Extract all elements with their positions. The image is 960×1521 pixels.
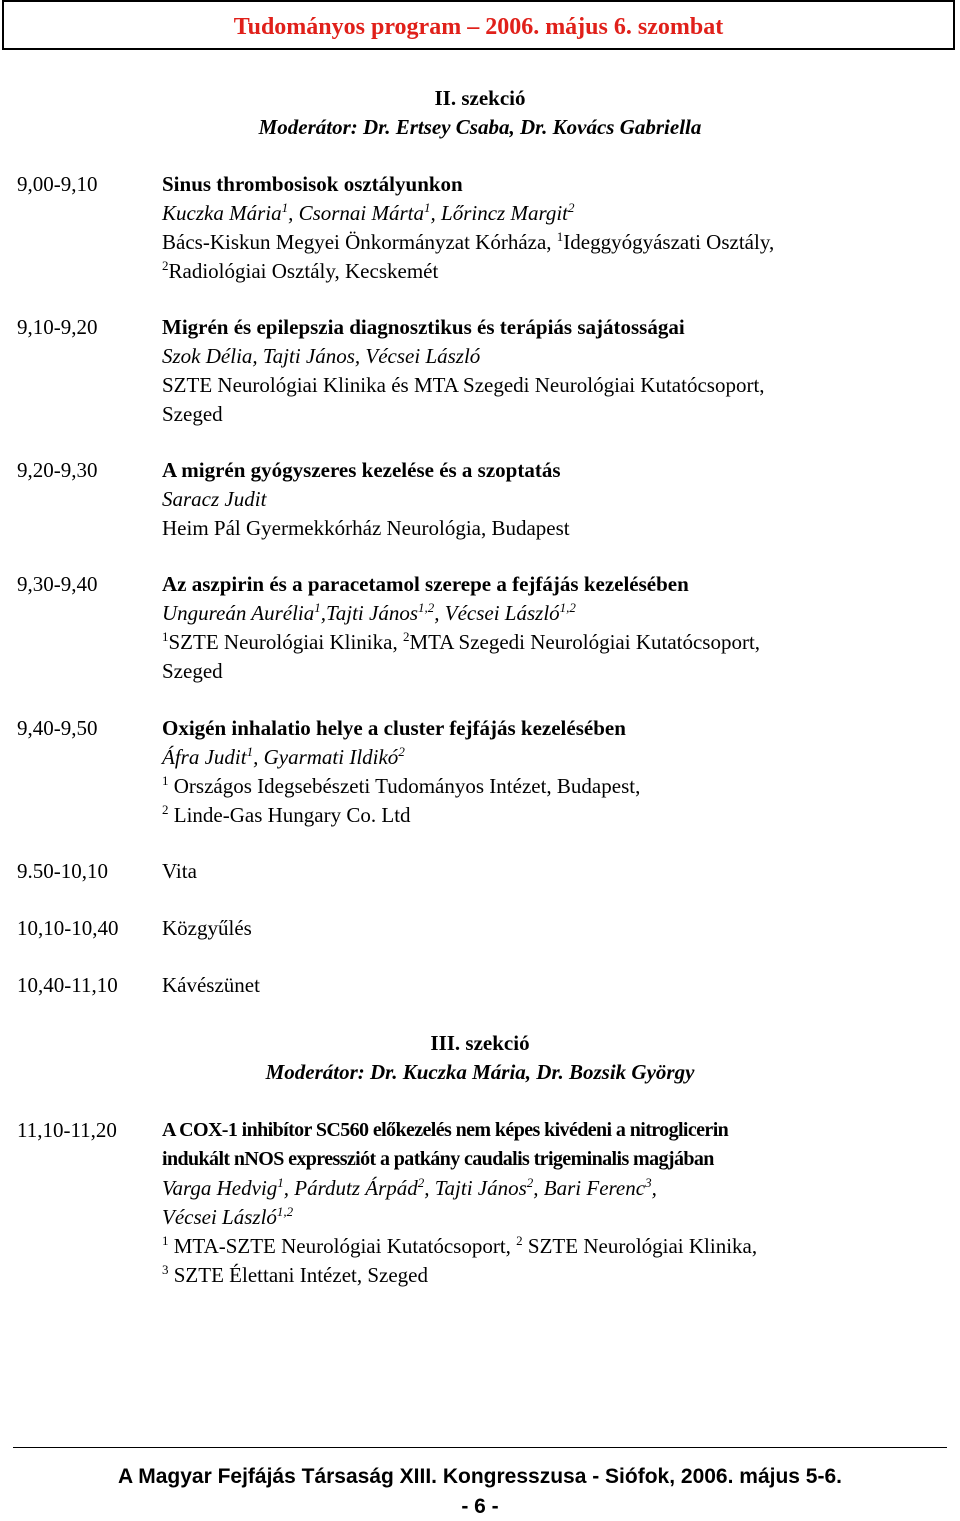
- time-slot: 9,40-9,50: [17, 716, 98, 740]
- author-name: Csornai Márta: [298, 201, 425, 225]
- author-affiliation-number: 1: [281, 200, 289, 215]
- talk-authors: Kuczka Mária$^1$, Csornai Márta$^1$, Lőrincz Margit$^2$: [162, 200, 575, 225]
- talk-title: Oxigén inhalatio helye a cluster fejfájás kezelésében: [162, 716, 626, 740]
- time-slot: 9,20-9,30: [17, 458, 98, 482]
- talk-authors: Varga Hedvig$^1$, Párdutz Árpád$^2$, Tajti János$^2$, Bari Ferenc$^3$,: [162, 1175, 657, 1200]
- talk-title: Sinus thrombosisok osztályunkon: [162, 172, 463, 196]
- talk-authors: Áfra Judit$^1$, Gyarmati Ildikó$^2$: [162, 744, 405, 769]
- section-2-heading: [0, 84, 960, 142]
- author-name: Lőrincz Margit: [441, 201, 568, 225]
- talk-authors: Szok Délia, Tajti János, Vécsei László: [162, 344, 481, 368]
- author-affiliation-number: 2: [526, 1175, 534, 1190]
- talk-affiliation: $^1$SZTE Neurológiai Klinika, $^2$MTA Szegedi Neurológiai Kutatócsoport,: [162, 629, 761, 654]
- author-affiliation-number: 1,2: [418, 600, 435, 615]
- talk-affiliation: Bács-Kiskun Megyei Önkormányzat Kórháza, $^1$Ideggyógyászati Osztály,: [162, 229, 775, 254]
- section-3-moderator: Moderátor: Dr. Kuczka Mária, Dr. Bozsik György: [265, 1060, 695, 1084]
- page-header: [2, 0, 955, 50]
- author-name: Gyarmati Ildikó: [263, 745, 399, 769]
- page-number: - 6 -: [461, 1495, 499, 1518]
- author-affiliation-number: 1: [246, 744, 254, 759]
- author-affiliation-number: 2: [417, 1175, 425, 1190]
- author-name: Kuczka Mária: [162, 201, 282, 225]
- break-label: Kávészünet: [162, 973, 260, 997]
- talk-affiliation: Szeged: [162, 659, 223, 683]
- author-affiliation-number: 1: [277, 1175, 284, 1190]
- footer-text: A Magyar Fejfájás Társaság XIII. Kongresszusa - Siófok, 2006. május 5-6.: [117, 1465, 842, 1488]
- author-name: Vécsei László: [444, 601, 560, 625]
- talk-affiliation: $^1$ MTA-SZTE Neurológiai Kutatócsoport, $^2$ SZTE Neurológiai Klinika,: [162, 1233, 758, 1258]
- break-label: Közgyűlés: [162, 916, 252, 940]
- author-affiliation-number: 3: [645, 1175, 652, 1190]
- section-2-moderator: Moderátor: Dr. Ertsey Csaba, Dr. Kovács Gabriella: [258, 115, 702, 139]
- author-affiliation-number: 2: [398, 744, 405, 759]
- break-label: Vita: [162, 859, 197, 883]
- author-name: Áfra Judit: [162, 745, 247, 769]
- author-name: Párdutz Árpád: [294, 1176, 418, 1200]
- talk-title: Migrén és epilepszia diagnosztikus és terápiás sajátosságai: [162, 315, 685, 339]
- author-affiliation-number: 1: [424, 200, 431, 215]
- talk-authors: [162, 1203, 942, 1232]
- section-3-title: III. szekció: [430, 1031, 530, 1055]
- talk-title: A migrén gyógyszeres kezelése és a szoptatás: [162, 458, 561, 482]
- talk-affiliation: $^2$ Linde-Gas Hungary Co. Ltd: [162, 802, 411, 827]
- time-slot: 11,10-11,20: [17, 1118, 117, 1142]
- section-2-title: II. szekció: [434, 86, 526, 110]
- author-name: Ungureán Aurélia: [162, 601, 315, 625]
- footer-divider: [13, 1447, 947, 1448]
- talk-title: Az aszpirin és a paracetamol szerepe a fejfájás kezelésében: [162, 572, 689, 596]
- time-slot: 10,10-10,40: [17, 916, 119, 940]
- talk-affiliation: Heim Pál Gyermekkórház Neurológia, Budapest: [162, 516, 570, 540]
- talk-title: indukált nNOS expressziót a patkány caudalis trigeminalis magjában: [162, 1148, 714, 1170]
- talk-title: A COX-1 inhibítor SC560 előkezelés nem képes kivédeni a nitroglicerin: [162, 1119, 729, 1141]
- author-affiliation-number: 1,2: [276, 1204, 294, 1219]
- time-slot: 9,00-9,10: [17, 172, 98, 196]
- talk-affiliation: $^3$ SZTE Élettani Intézet, Szeged: [162, 1262, 428, 1287]
- author-affiliation-number: 1: [314, 600, 321, 615]
- author-name: Tajti János: [434, 1176, 527, 1200]
- author-name: Vécsei László: [162, 1205, 277, 1229]
- author-name: Varga Hedvig: [162, 1176, 278, 1200]
- time-slot: 9,30-9,40: [17, 572, 98, 596]
- author-affiliation-number: 2: [568, 200, 575, 215]
- header-title: Tudományos program – 2006. május 6. szombat: [233, 14, 724, 40]
- talk-affiliation: SZTE Neurológiai Klinika és MTA Szegedi Neurológiai Kutatócsoport,: [162, 373, 765, 397]
- talk-authors: Saracz Judit: [162, 487, 267, 511]
- time-slot: 9,10-9,20: [17, 315, 98, 339]
- talk-affiliation: Szeged: [162, 402, 223, 426]
- author-name: Bari Ferenc: [543, 1176, 646, 1200]
- time-slot: 9.50-10,10: [17, 859, 108, 883]
- section-3-heading: [0, 1029, 960, 1087]
- time-slot: 10,40-11,10: [17, 973, 118, 997]
- talk-authors: Ungureán Aurélia$^1$,Tajti János$^{1,2}$, Vécsei László$^{1,2}$: [162, 600, 576, 625]
- talk-affiliation: $^2$Radiológiai Osztály, Kecskemét: [162, 258, 439, 283]
- author-name: Tajti János: [326, 601, 418, 625]
- author-affiliation-number: 1,2: [559, 600, 576, 615]
- talk-affiliation: $^1$ Országos Idegsebészeti Tudományos Intézet, Budapest,: [162, 773, 641, 798]
